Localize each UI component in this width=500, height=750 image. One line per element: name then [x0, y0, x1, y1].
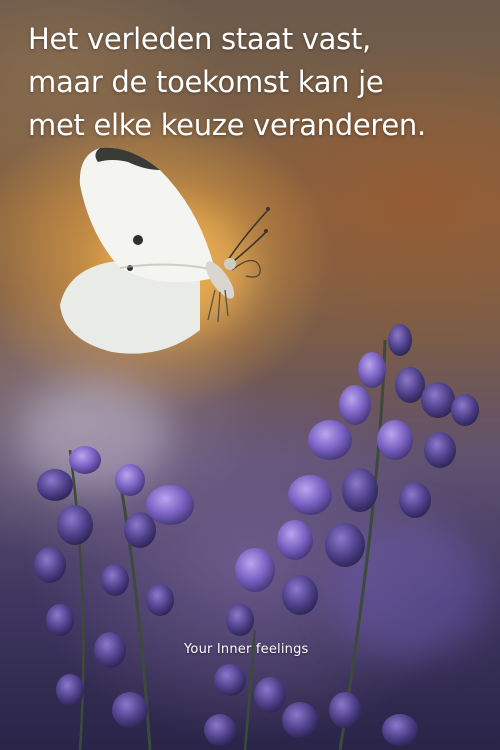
watermark-credit: Your Inner feelings [184, 642, 309, 657]
lavender-stalk-left [34, 446, 194, 750]
quote-line-2: maar de toekomst kan je [28, 65, 384, 99]
quote-text [28, 18, 478, 147]
butterfly-spot [133, 235, 143, 245]
quote-line-1: Het verleden staat vast, [28, 22, 371, 56]
lavender-flowers [0, 300, 500, 750]
quote-line-3: met elke keuze veranderen. [28, 108, 426, 142]
butterfly-antenna [230, 232, 266, 264]
